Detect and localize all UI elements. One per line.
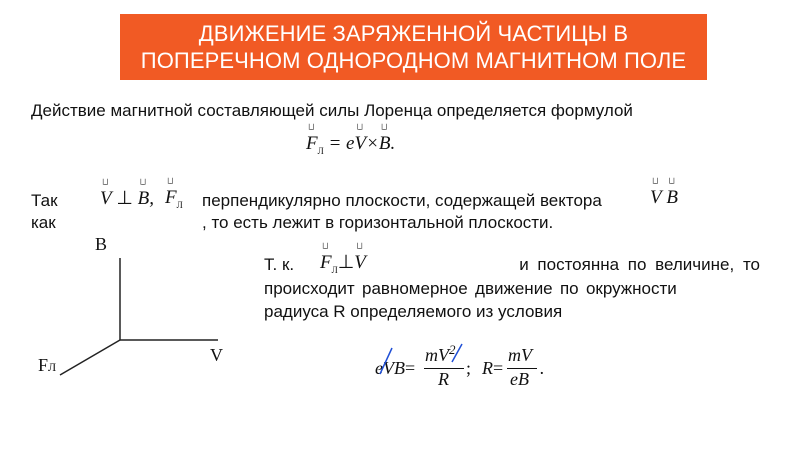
axes-diagram [40, 230, 240, 390]
relation-f-perp-v [320, 251, 366, 274]
rel-b: └┘ B, [138, 188, 154, 210]
p3-rel-v: └┘ V [354, 252, 366, 274]
ff-right-lhs: R [482, 358, 493, 378]
relation-f [165, 187, 183, 209]
rel-v: └┘ V [100, 188, 112, 210]
axis-f [60, 340, 120, 375]
ff-sep: ; [466, 358, 472, 378]
p3-rel-f-sub: Л [331, 265, 338, 275]
paragraph3-line-2: происходит равномерное движение по окружности [264, 279, 677, 298]
formula-b: └┘ B [379, 133, 391, 155]
ff-left-lhs: eVB [375, 358, 405, 378]
cancel-stroke-1 [380, 348, 392, 374]
formula-eq: = e [328, 133, 355, 154]
lorentz-formula [306, 133, 395, 155]
cancel-stroke-2 [452, 344, 462, 362]
ff-left-num: mV [425, 345, 449, 365]
relation-v-perp-b [100, 187, 154, 210]
ff-right-den: eB [510, 369, 529, 389]
paragraph3-rest-line-1: и постоянна по величине, то [519, 255, 760, 274]
rel-perp: ⊥ [116, 188, 133, 209]
paragraph2-word-2: как [31, 213, 56, 232]
axis-label-f-sub: Л [48, 360, 57, 374]
title-line-1: ДВИЖЕНИЕ ЗАРЯЖЕННОЙ ЧАСТИЦЫ В [198, 21, 629, 46]
formula-v: └┘ V [354, 133, 366, 155]
rel-f-sub: Л [176, 200, 183, 210]
formula-times: × [366, 133, 379, 154]
paragraph2-word-1: Так [31, 191, 58, 210]
title-banner [120, 14, 707, 80]
paragraph3-line-3: радиуса R определяемого из условия [264, 302, 563, 321]
intro-text: Действие магнитной составляющей силы Лоренца определяется формулой [31, 101, 633, 120]
ff-left-den: R [438, 369, 449, 389]
formula-end: . [390, 133, 396, 154]
ff-right-num: mV [508, 345, 532, 365]
paragraph3-tk: Т. к. [264, 255, 295, 274]
vec-b: └┘ B [666, 187, 678, 209]
paragraph2-line-2: , то есть лежит в горизонтальной плоскости. [202, 213, 554, 232]
ff-right-eq: = [493, 358, 504, 378]
ff-left-eq: = [404, 358, 416, 378]
title-line-2: ПОПЕРЕЧНОМ ОДНОРОДНОМ МАГНИТНОМ ПОЛЕ [140, 48, 687, 73]
p3-rel-f: └┘ F [320, 252, 332, 274]
ff-left-num-exp: 2 [449, 342, 456, 357]
axis-label-f-main: F [38, 355, 49, 375]
axis-label-f [38, 355, 56, 376]
vectors-v-b [650, 187, 678, 209]
cancel-strokes [370, 340, 470, 390]
ff-end: . [540, 358, 545, 378]
formula-f: └┘ F [306, 133, 318, 155]
vec-v: └┘ V [650, 187, 662, 209]
formula-f-sub: Л [317, 146, 324, 156]
final-formula-right [482, 358, 503, 379]
rel-f: └┘ F [165, 187, 177, 209]
paragraph2-line-1: перпендикулярно плоскости, содержащей вектора [202, 191, 602, 210]
p3-rel-perp: ⊥ [337, 252, 355, 273]
axis-label-b: B [95, 234, 108, 254]
axis-label-v: V [210, 345, 223, 365]
